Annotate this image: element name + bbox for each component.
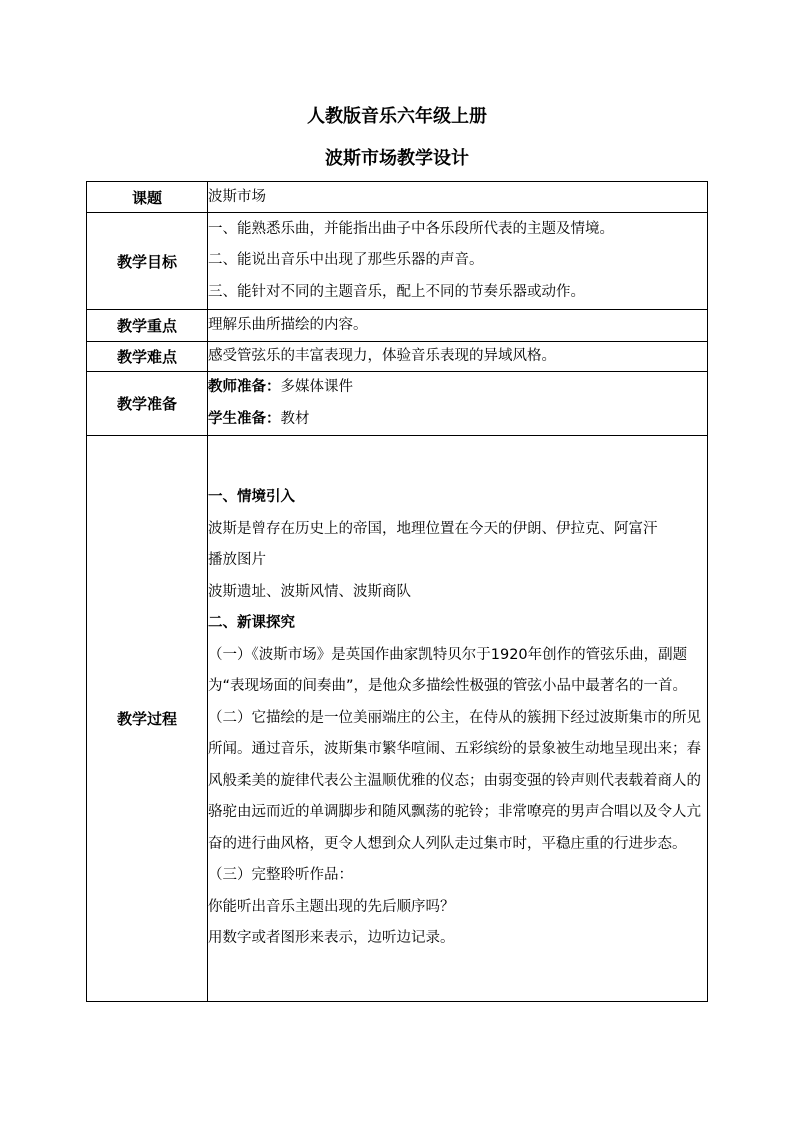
- student-prep-line: [208, 404, 707, 436]
- process-row: [87, 436, 708, 1002]
- difficulties-value: 感受管弦乐的丰富表现力，体验音乐表现的异域风格。: [208, 348, 556, 364]
- key-points-value: 理解乐曲所描绘的内容。: [208, 317, 368, 333]
- key-points-cell: [208, 310, 708, 342]
- topic-row: [87, 182, 708, 213]
- process-paragraph-1: （一）《波斯市场》是英国作曲家凯特贝尔于1920年创作的管弦乐曲，副题为“表现场面的间奏曲”，是他众多描绘性极强的管弦小品中最著名的一首。: [208, 646, 688, 695]
- teacher-prep-line: [208, 372, 707, 404]
- difficulties-label: 教学难点: [87, 342, 208, 372]
- goal-item-1: 一、能熟悉乐曲，并能指出曲子中各乐段所代表的主题及情境。: [208, 220, 614, 237]
- lesson-plan-table: [86, 181, 708, 1002]
- key-points-row: [87, 310, 708, 342]
- preparation-row: [87, 372, 708, 436]
- goals-label: 教学目标: [87, 213, 208, 310]
- difficulties-cell: [208, 342, 708, 372]
- process-cell: [208, 436, 708, 1002]
- topic-value: 波斯市场: [208, 188, 266, 205]
- section2-heading: 二、新课探究: [208, 615, 295, 632]
- topic-label: 课题: [87, 182, 208, 213]
- section1-heading: 一、情境引入: [208, 489, 295, 506]
- document-title: 人教版音乐六年级上册: [307, 106, 487, 127]
- document-subtitle: 波斯市场教学设计: [325, 148, 469, 169]
- process-record-instruction: 用数字或者图形来表示，边听边记录。: [208, 930, 455, 947]
- student-prep-label: 学生准备：: [208, 410, 281, 427]
- section1-text: 波斯是曾存在历史上的帝国，地理位置在今天的伊朗、伊拉克、阿富汗: [208, 520, 658, 537]
- process-label: 教学过程: [87, 436, 208, 1002]
- process-paragraph-2: （二）它描绘的是一位美丽端庄的公主，在侍从的簇拥下经过波斯集市的所见所闻。通过音乐，波斯集市繁华喧闹、五彩缤纷的景象被生动地呈现出来；春风般柔美的旋律代表公主温顺优雅的仪态；由弱变强的铃声则代表载着商人的骆驼由远而近的单调脚步和随风飘荡的驼铃；非常嘹亮的男声合唱以及令人亢奋的进行曲风格，更令人想到众人列队走过集市时，平稳庄重的行进步态。: [208, 709, 701, 852]
- section1-line2: 播放图片: [208, 552, 266, 569]
- topic-cell: [208, 182, 708, 213]
- goals-row: [87, 213, 708, 310]
- section1-line3: 波斯遗址、波斯风情、波斯商队: [208, 583, 411, 600]
- preparation-cell: [208, 372, 708, 436]
- preparation-label: 教学准备: [87, 372, 208, 436]
- key-points-label: 教学重点: [87, 310, 208, 342]
- teacher-prep-label: 教师准备：: [208, 379, 281, 395]
- teacher-prep-value: 多媒体课件: [280, 379, 353, 395]
- goal-item-3: 三、能针对不同的主题音乐，配上不同的节奏乐器或动作。: [208, 283, 585, 300]
- goal-item-2: 二、能说出音乐中出现了那些乐器的声音。: [208, 252, 484, 269]
- student-prep-value: 教材: [280, 410, 310, 427]
- goals-cell: [208, 213, 708, 310]
- process-question: 你能听出音乐主题出现的先后顺序吗？: [208, 898, 455, 915]
- difficulties-row: [87, 342, 708, 372]
- process-paragraph-3: （三）完整聆听作品：: [208, 867, 353, 884]
